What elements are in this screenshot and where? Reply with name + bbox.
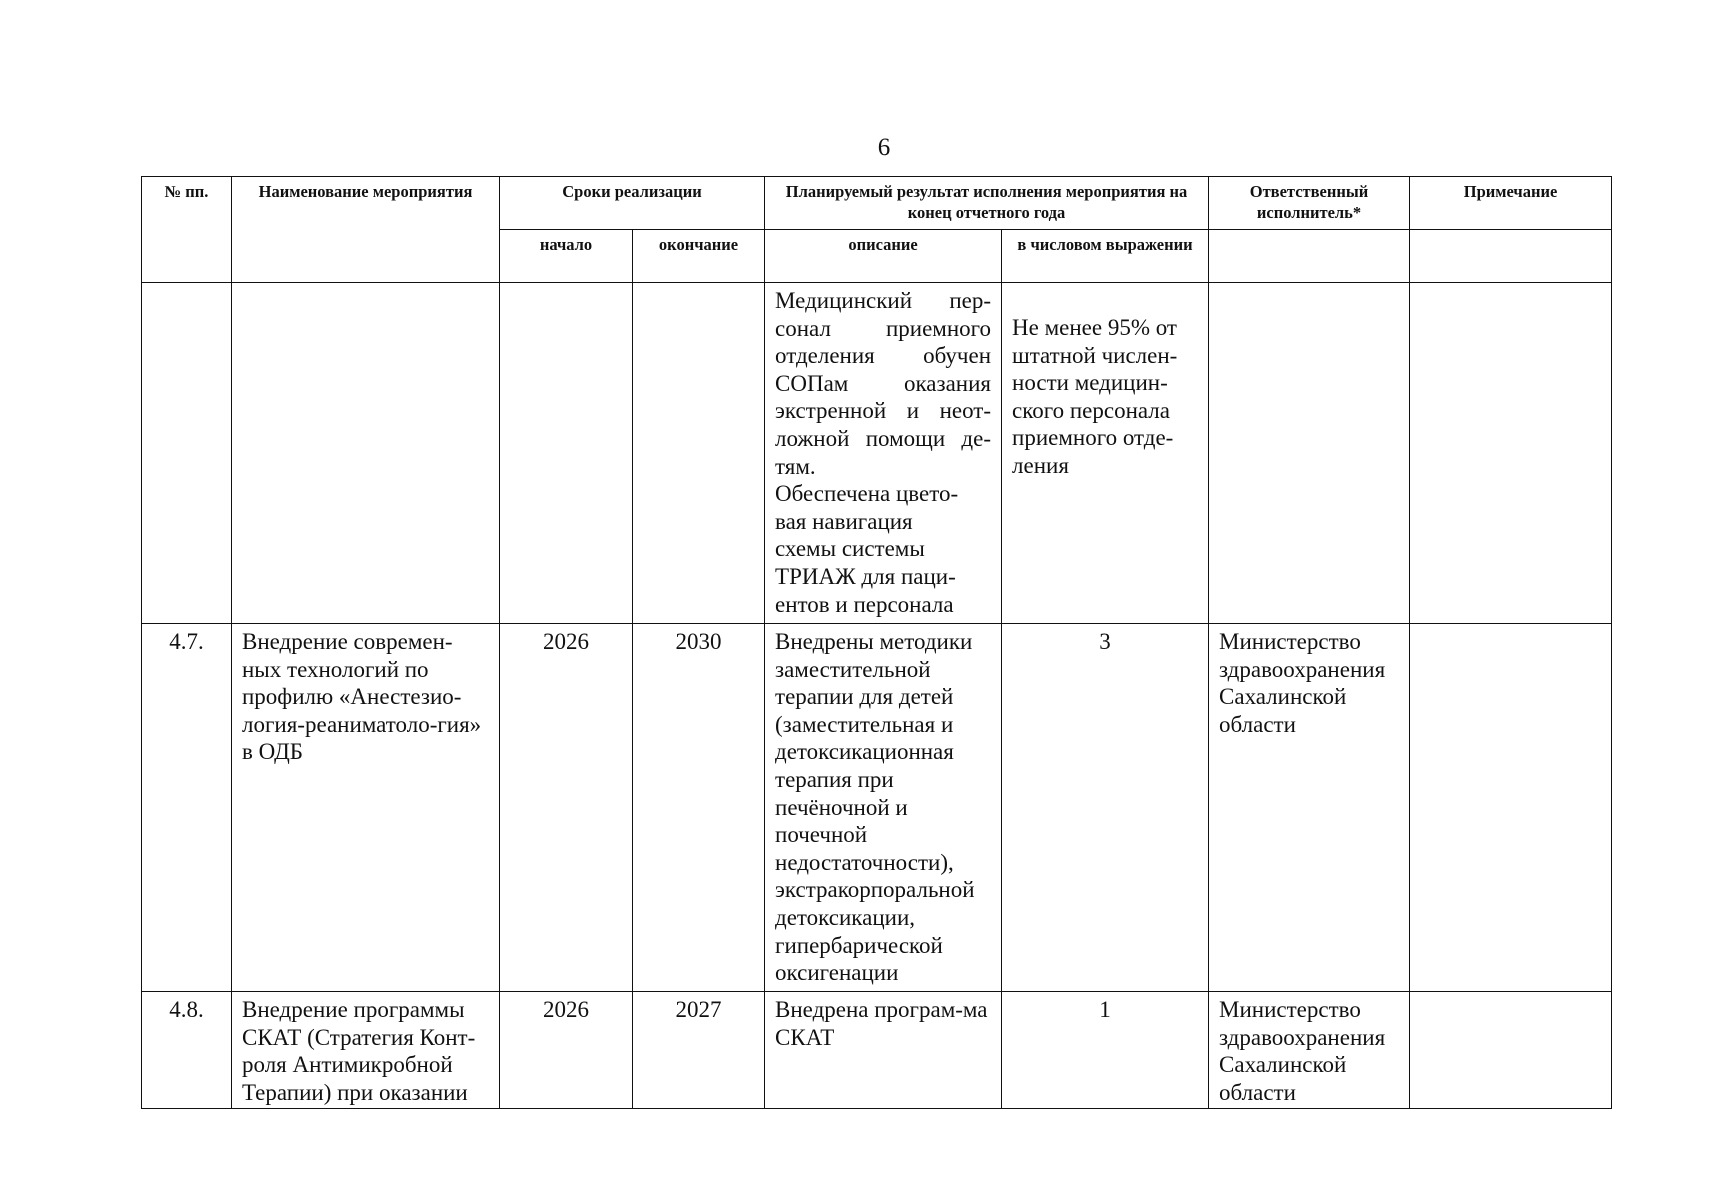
description-line: ложной помощи де-: [775, 425, 992, 451]
row-name: Внедрение современ-ных технологий по профилю «Анестезио-логия-реаниматоло-гия» в ОДБ: [232, 624, 500, 992]
row-description: [765, 283, 1002, 624]
page-number: 6: [877, 134, 891, 161]
row-end: [633, 283, 765, 624]
row-start: 2026: [500, 624, 633, 992]
description-line: СОПам оказания: [775, 370, 992, 396]
header-responsible-empty: [1209, 230, 1410, 283]
row-note: [1410, 283, 1612, 624]
header-num: № пп.: [142, 177, 232, 283]
row-responsible: Министерство здравоохранения Сахалинской области: [1209, 624, 1410, 992]
description-line: экстренной и неот-: [775, 398, 992, 424]
header-end: окончание: [633, 230, 765, 283]
row-num: [142, 283, 232, 624]
row-num: 4.8.: [142, 992, 232, 1109]
activities-table: [141, 176, 1612, 1109]
row-description: Внедрены методики заместительной терапии для детей (заместительная и детоксикационная терапия при печёночной и почечной недостаточности), экстракорпоральной детоксикации, гипербарической оксигенации: [765, 624, 1002, 992]
header-terms: Сроки реализации: [500, 177, 765, 230]
header-responsible: Ответственный исполнитель*: [1209, 177, 1410, 230]
row-responsible: Министерство здравоохранения Сахалинской области: [1209, 992, 1410, 1109]
header-value: в числовом выражении: [1002, 230, 1209, 283]
description-line: схемы системы: [775, 536, 925, 562]
row-num: 4.7.: [142, 624, 232, 992]
header-row-1: [142, 177, 1612, 230]
description-line: вая навигация: [775, 508, 913, 534]
description-line: Медицинский пер-: [775, 288, 992, 313]
header-result: Планируемый результат исполнения мероприятия на конец отчетного года: [765, 177, 1209, 230]
description-line: ТРИАЖ для паци-: [775, 563, 956, 589]
row-note: [1410, 624, 1612, 992]
description-line: тям.: [775, 453, 816, 479]
header-note: Примечание: [1410, 177, 1612, 230]
row-end: 2030: [633, 624, 765, 992]
row-description: Внедрена програм-ма СКАТ: [765, 992, 1002, 1109]
row-start: 2026: [500, 992, 633, 1109]
description-line: ентов и персонала: [775, 591, 954, 617]
table-row: [142, 992, 1612, 1109]
row-name: [232, 283, 500, 624]
description-line: Обеспечена цвето-: [775, 481, 959, 507]
row-note: [1410, 992, 1612, 1109]
row-start: [500, 283, 633, 624]
row-name: Внедрение программы СКАТ (Стратегия Конт-роля Антимикробной Терапии) при оказании: [232, 992, 500, 1109]
header-note-empty: [1410, 230, 1612, 283]
table-row: [142, 283, 1612, 624]
description-line: сонал приемного: [775, 315, 992, 341]
row-value: 3: [1002, 624, 1209, 992]
description-line: отделения обучен: [775, 343, 992, 369]
row-value: 1: [1002, 992, 1209, 1109]
header-name: Наименование мероприятия: [232, 177, 500, 283]
header-start: начало: [500, 230, 633, 283]
row-value: Не менее 95% от штатной числен-ности медицин-ского персонала приемного отде-ления: [1002, 283, 1209, 624]
row-responsible: [1209, 283, 1410, 624]
table-row: [142, 624, 1612, 992]
header-description: описание: [765, 230, 1002, 283]
row-end: 2027: [633, 992, 765, 1109]
